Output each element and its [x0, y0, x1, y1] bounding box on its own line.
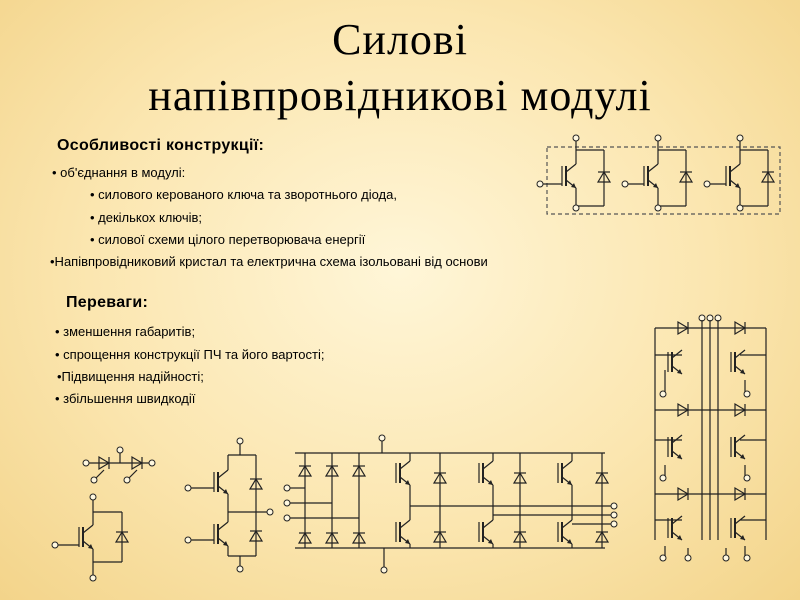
rectifier-leg: [284, 453, 365, 548]
half-bridge-igbt-diagram: [185, 438, 273, 572]
inverter-leg-3: [558, 453, 612, 548]
advantages-item: •Підвищення надійності;: [57, 369, 204, 384]
three-igbt-module-diagram: [537, 135, 780, 214]
inverter-leg-1: [396, 453, 612, 548]
advantages-heading: Переваги:: [66, 294, 149, 311]
features-heading: Особливості конструкції:: [57, 137, 265, 154]
page-title-line2: напівпровідникові модулі: [148, 71, 652, 120]
advantages-item: • збільшення швидкодії: [55, 391, 196, 406]
three-level-module-diagram: [655, 315, 766, 561]
advantages-item: • спрощення конструкції ПЧ та його вартості;: [55, 347, 325, 362]
features-item: • силової схеми цілого перетворювача енергії: [90, 232, 366, 247]
diode-pair-diagram: [83, 447, 155, 483]
single-igbt-diagram: [52, 494, 128, 581]
advantages-item: • зменшення габаритів;: [55, 324, 196, 339]
converter-module-diagram: [284, 435, 617, 573]
page-title-line1: Силові: [332, 15, 468, 64]
features-item: •Напівпровідниковий кристал та електрична схема ізольовані від основи: [50, 254, 488, 269]
features-item: • декількох ключів;: [90, 210, 203, 225]
features-item: • об'єднання в модулі:: [52, 165, 186, 180]
features-item: • силового керованого ключа та зворотнього діода,: [90, 187, 397, 202]
inverter-leg-2: [479, 453, 612, 548]
